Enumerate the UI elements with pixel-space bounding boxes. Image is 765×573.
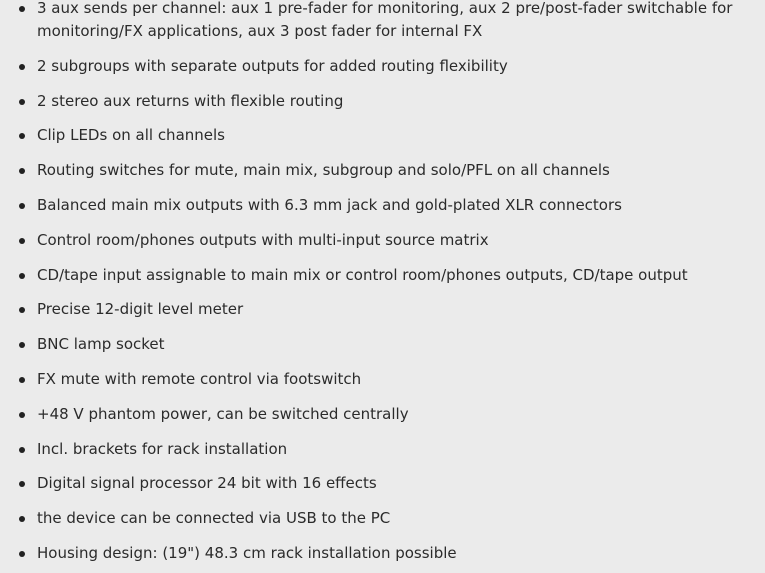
list-item	[0, 298, 765, 321]
bullet-icon	[19, 238, 25, 244]
feature-text: 3 aux sends per channel: aux 1 pre-fader for monitoring, aux 2 pre/post-fader switchable for monitoring/FX applications, aux 3 post fader for internal FX	[37, 0, 733, 40]
list-item	[0, 0, 765, 43]
feature-text: Digital signal processor 24 bit with 16 effects	[37, 474, 377, 493]
bullet-icon	[19, 307, 25, 313]
feature-text: the device can be connected via USB to the PC	[37, 509, 391, 528]
feature-text: Balanced main mix outputs with 6.3 mm jack and gold-plated XLR connectors	[37, 195, 622, 214]
bullet-icon	[19, 447, 25, 453]
list-item	[0, 90, 765, 113]
bullet-icon	[19, 377, 25, 383]
list-item	[0, 472, 765, 495]
feature-text: Control room/phones outputs with multi-input source matrix	[37, 230, 489, 249]
bullet-icon	[19, 481, 25, 487]
feature-text: +48 V phantom power, can be switched centrally	[37, 404, 409, 423]
feature-text: Routing switches for mute, main mix, subgroup and solo/PFL on all channels	[37, 161, 610, 180]
bullet-icon	[19, 6, 25, 12]
list-item	[0, 159, 765, 182]
list-item	[0, 55, 765, 78]
bullet-icon	[19, 412, 25, 418]
bullet-icon	[19, 551, 25, 557]
feature-text: Incl. brackets for rack installation	[37, 439, 288, 458]
feature-text: FX mute with remote control via footswitch	[37, 369, 362, 388]
list-item	[0, 194, 765, 217]
bullet-icon	[19, 99, 25, 105]
list-item	[0, 333, 765, 356]
bullet-icon	[19, 168, 25, 174]
feature-text: Clip LEDs on all channels	[37, 126, 225, 145]
list-item	[0, 368, 765, 391]
bullet-icon	[19, 516, 25, 522]
bullet-icon	[19, 342, 25, 348]
feature-text: Precise 12-digit level meter	[37, 300, 244, 319]
list-item	[0, 264, 765, 287]
bullet-icon	[19, 203, 25, 209]
feature-text: 2 subgroups with separate outputs for added routing flexibility	[37, 56, 508, 75]
feature-text: CD/tape input assignable to main mix or control room/phones outputs, CD/tape output	[37, 265, 688, 284]
feature-text: Housing design: (19") 48.3 cm rack installation possible	[37, 543, 457, 562]
list-item	[0, 229, 765, 252]
list-item	[0, 507, 765, 530]
feature-text: 2 stereo aux returns with flexible routing	[37, 91, 344, 110]
bullet-icon	[19, 133, 25, 139]
feature-text: BNC lamp socket	[37, 335, 165, 354]
list-item	[0, 438, 765, 461]
list-item	[0, 542, 765, 565]
list-item	[0, 403, 765, 426]
bullet-icon	[19, 273, 25, 279]
bullet-icon	[19, 64, 25, 70]
list-item	[0, 124, 765, 147]
